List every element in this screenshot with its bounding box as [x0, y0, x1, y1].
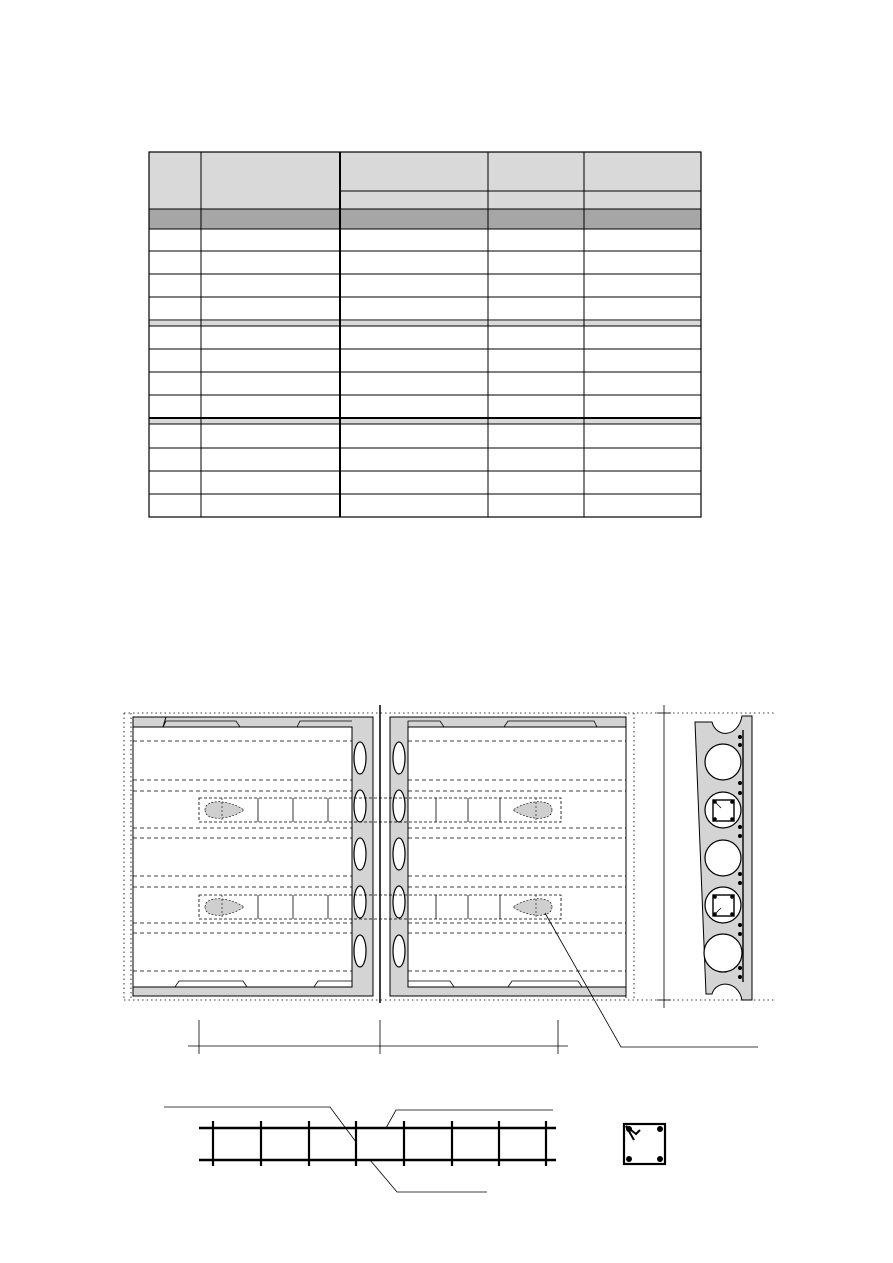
dotted-frame	[124, 713, 775, 1000]
vertical-dimension	[657, 705, 671, 1008]
anchor-shape	[205, 802, 244, 819]
right-slab	[390, 717, 626, 996]
horizontal-dimension	[188, 1020, 568, 1054]
anchor-shape	[513, 802, 552, 819]
group-separator	[149, 419, 701, 424]
table-header	[149, 152, 701, 209]
plank-joints	[408, 741, 626, 971]
anchor-shape	[513, 899, 552, 916]
group-separator	[149, 321, 701, 326]
plank-joints	[133, 741, 352, 971]
slab-cross-section	[695, 716, 752, 1000]
data-table	[149, 152, 701, 517]
stirrup-detail	[624, 1124, 665, 1164]
floor-plan-drawing	[124, 705, 775, 1192]
ladder-reinforcement	[164, 1107, 556, 1192]
table-band-row	[149, 209, 701, 229]
left-slab	[133, 717, 373, 996]
anchor-shape	[205, 899, 244, 916]
